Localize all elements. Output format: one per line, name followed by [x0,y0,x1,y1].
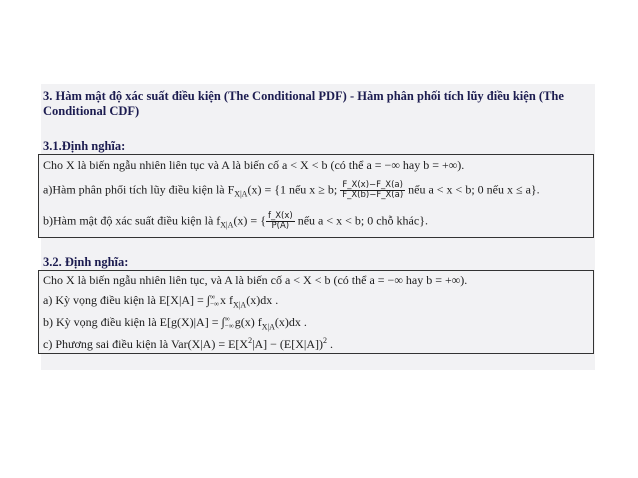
cdf-fraction [340,181,405,200]
conditional-variance-line [43,337,333,351]
cdf-suffix: nếu a < x < b; 0 nếu x ≤ a}. [405,182,540,197]
exp-lower: −∞ [210,300,220,309]
cdf-subscript: X|A [234,189,248,199]
var-prefix: c) Phương sai điều kiện là Var(X|A) = E[X [43,337,249,351]
section1-title: 3.1.Định nghĩa: [43,139,126,153]
gexp-prefix: b) Kỳ vọng điều kiện là E[g(X)|A] = ∫ [43,315,225,329]
exp-limits [210,294,219,308]
heading-line-1: 3. Hàm mật độ xác suất điều kiện (The Conditional PDF) - Hàm phân phối tích lũy điều kiện (The [43,89,564,103]
pdf-fraction [266,212,295,231]
var-suffix: . [326,337,333,351]
exp-prefix: a) Kỳ vọng điều kiện là E[X|A] = ∫ [43,293,211,307]
pdf-subscript: X|A [220,220,234,230]
conditional-cdf-line [43,181,540,200]
conditional-g-expectation-line [43,315,307,330]
pdf-denominator: P(A) [271,221,290,231]
cdf-mid: (x) = {1 nếu x ≥ b; [247,182,341,197]
cdf-prefix: a)Hàm phân phối tích lũy điều kiện là F [43,182,235,197]
var-superscript-2: 2 [322,336,327,345]
section1-intro: Cho X là biến ngẫu nhiên liên tục và A là biến cố a < X < b (có thể a = −∞ hay b = +∞). [43,158,465,172]
gexp-suffix: (x)dx . [274,315,307,329]
gexp-body: g(x) f [234,315,262,329]
cdf-numerator: F_X(x)−F_X(a) [340,181,405,191]
gexp-subscript: X|A [261,322,275,332]
section2-intro: Cho X là biến ngẫu nhiên liên tục, và A là biến cố a < X < b (có thể a = −∞ hay b = +∞). [43,273,468,287]
cdf-denominator: F_X(b)−F_X(a) [342,190,404,200]
gexp-limits [225,316,234,330]
pdf-mid: (x) = { [233,213,266,228]
conditional-pdf-line [43,212,428,231]
exp-suffix: (x)dx . [246,293,279,307]
gexp-upper: ∞ [224,315,230,324]
heading-line-2: Conditional CDF) [43,104,140,118]
exp-body: x f [220,293,234,307]
var-superscript: 2 [248,336,253,345]
var-mid: |A] − (E[X|A]) [252,337,323,351]
pdf-suffix: nếu a < x < b; 0 chỗ khác}. [294,213,428,228]
pdf-prefix: b)Hàm mật độ xác suất điều kiện là f [43,213,221,228]
gexp-lower: −∞ [224,322,234,331]
exp-subscript: X|A [233,300,247,310]
pdf-numerator: f_X(x) [267,211,293,221]
conditional-expectation-line [43,293,278,308]
exp-upper: ∞ [210,293,216,302]
section2-title: 3.2. Định nghĩa: [43,255,129,269]
